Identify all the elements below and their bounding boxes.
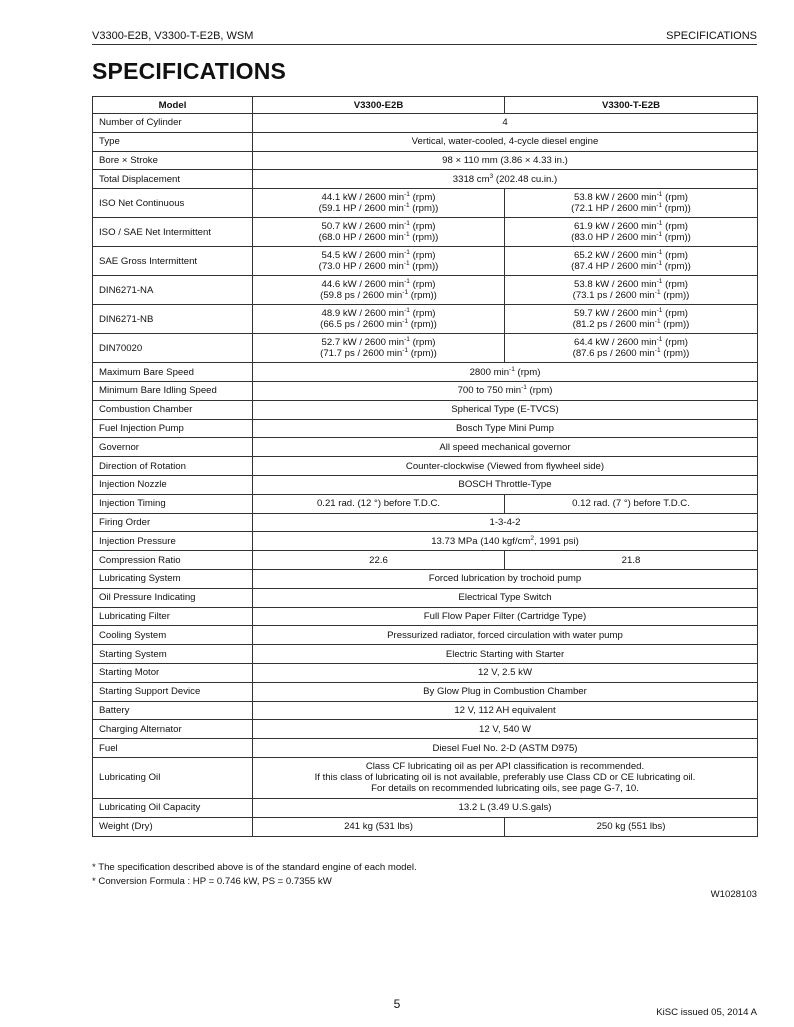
spec-label: ISO / SAE Net Intermittent	[93, 218, 253, 247]
spec-label: Charging Alternator	[93, 720, 253, 739]
table-row	[93, 513, 758, 532]
spec-value: Spherical Type (E-TVCS)	[253, 400, 758, 419]
table-row	[93, 132, 758, 151]
spec-value-v3300-t-e2b: 64.4 kW / 2600 $\min^{-1} (rpm)$ (87.6 ps / 2600 $\min^{-1} (rpm)$)	[505, 334, 758, 363]
footnote-2: * Conversion Formula : HP = 0.746 kW, PS = 0.7355 kW	[92, 876, 332, 887]
spec-value-v3300-t-e2b: 53.8 kW / 2600 $\min^{-1} (rpm)$ (73.1 ps / 2600 $\min^{-1} (rpm)$)	[505, 276, 758, 305]
spec-value-v3300-e2b: 54.5 kW / 2600 $\min^{-1} (rpm)$ (73.0 HP / 2600 $\min^{-1} (rpm)$)	[253, 247, 505, 276]
spec-value: 98 × 110 mm (3.86 × 4.33 in.)	[253, 151, 758, 170]
spec-value: 1-3-4-2	[253, 513, 758, 532]
spec-value-v3300-t-e2b: 59.7 kW / 2600 $\min^{-1} (rpm)$ (81.2 ps / 2600 $\min^{-1} (rpm)$)	[505, 305, 758, 334]
spec-value: 12 V, 540 W	[253, 720, 758, 739]
spec-label: Number of Cylinder	[93, 114, 253, 133]
spec-label: Cooling System	[93, 626, 253, 645]
spec-label: Lubricating Oil Capacity	[93, 798, 253, 817]
table-row	[93, 276, 758, 305]
spec-label: Battery	[93, 701, 253, 720]
table-row	[93, 532, 758, 551]
spec-value: Pressurized radiator, forced circulation with water pump	[253, 626, 758, 645]
spec-value: Electric Starting with Starter	[253, 645, 758, 664]
spec-value-v3300-e2b: 0.21 rad. (12 °) before T.D.C.	[253, 494, 505, 513]
table-row	[93, 817, 758, 836]
col-header-v3300-e2b: V3300-E2B	[253, 97, 505, 114]
spec-label: Lubricating System	[93, 569, 253, 588]
footnote-1: * The specification described above is of the standard engine of each model.	[92, 862, 417, 873]
col-header-model: Model	[93, 97, 253, 114]
table-row	[93, 363, 758, 382]
document-code: W1028103	[710, 889, 757, 900]
spec-label: Firing Order	[93, 513, 253, 532]
spec-label: Fuel Injection Pump	[93, 419, 253, 438]
table-row	[93, 189, 758, 218]
running-header	[92, 30, 757, 45]
spec-label: Starting Motor	[93, 663, 253, 682]
table-row	[93, 475, 758, 494]
table-row	[93, 494, 758, 513]
spec-label: Weight (Dry)	[93, 817, 253, 836]
spec-label: Starting System	[93, 645, 253, 664]
spec-label: Lubricating Oil	[93, 757, 253, 798]
header-left: V3300-E2B, V3300-T-E2B, WSM	[92, 30, 254, 42]
spec-label: Injection Timing	[93, 494, 253, 513]
spec-value-v3300-e2b: 44.6 kW / 2600 $\min^{-1} (rpm)$ (59.8 ps / 2600 $\min^{-1} (rpm)$)	[253, 276, 505, 305]
spec-value: 13.73 MPa (140 kgf/$cm^2$, 1991 psi)	[253, 532, 758, 551]
spec-value-v3300-t-e2b: 21.8	[505, 551, 758, 570]
table-row	[93, 626, 758, 645]
spec-label: DIN6271-NA	[93, 276, 253, 305]
table-row	[93, 607, 758, 626]
spec-value: All speed mechanical governor	[253, 438, 758, 457]
spec-value: Counter-clockwise (Viewed from flywheel side)	[253, 457, 758, 476]
spec-label: Type	[93, 132, 253, 151]
spec-label: Governor	[93, 438, 253, 457]
spec-value: 12 V, 2.5 kW	[253, 663, 758, 682]
table-row	[93, 682, 758, 701]
table-row	[93, 419, 758, 438]
table-row	[93, 218, 758, 247]
spec-label: Bore × Stroke	[93, 151, 253, 170]
spec-table	[92, 96, 758, 837]
spec-value-v3300-e2b: 52.7 kW / 2600 $\min^{-1} (rpm)$ (71.7 ps / 2600 $\min^{-1} (rpm)$)	[253, 334, 505, 363]
spec-value: 2800 $\min^{-1} (rpm)$	[253, 363, 758, 382]
table-row	[93, 334, 758, 363]
spec-value: Full Flow Paper Filter (Cartridge Type)	[253, 607, 758, 626]
spec-label: Compression Ratio	[93, 551, 253, 570]
spec-label: Starting Support Device	[93, 682, 253, 701]
spec-label: DIN70020	[93, 334, 253, 363]
table-row	[93, 569, 758, 588]
spec-label: Lubricating Filter	[93, 607, 253, 626]
spec-label: Fuel	[93, 739, 253, 758]
table-row	[93, 663, 758, 682]
table-row	[93, 739, 758, 758]
col-header-v3300-t-e2b: V3300-T-E2B	[505, 97, 758, 114]
table-row	[93, 757, 758, 798]
table-row	[93, 151, 758, 170]
spec-label: Injection Pressure	[93, 532, 253, 551]
issue-label: KiSC issued 05, 2014 A	[656, 1007, 757, 1018]
spec-value-v3300-e2b: 48.9 kW / 2600 $\min^{-1} (rpm)$ (66.5 ps / 2600 $\min^{-1} (rpm)$)	[253, 305, 505, 334]
table-row	[93, 720, 758, 739]
spec-label: Direction of Rotation	[93, 457, 253, 476]
table-row	[93, 170, 758, 189]
table-row	[93, 588, 758, 607]
table-row	[93, 701, 758, 720]
spec-value: By Glow Plug in Combustion Chamber	[253, 682, 758, 701]
spec-label: ISO Net Continuous	[93, 189, 253, 218]
table-row	[93, 305, 758, 334]
spec-label: Minimum Bare Idling Speed	[93, 381, 253, 400]
spec-value: 3318 $cm^3$ (202.48 cu.in.)	[253, 170, 758, 189]
spec-value: Diesel Fuel No. 2-D (ASTM D975)	[253, 739, 758, 758]
spec-value-v3300-e2b: 50.7 kW / 2600 $\min^{-1} (rpm)$ (68.0 HP / 2600 $\min^{-1} (rpm)$)	[253, 218, 505, 247]
table-row	[93, 247, 758, 276]
spec-label: Injection Nozzle	[93, 475, 253, 494]
spec-value: 12 V, 112 AH equivalent	[253, 701, 758, 720]
table-row	[93, 438, 758, 457]
spec-label: SAE Gross Intermittent	[93, 247, 253, 276]
spec-label: Combustion Chamber	[93, 400, 253, 419]
spec-value-v3300-e2b: 44.1 kW / 2600 $\min^{-1} (rpm)$ (59.1 HP / 2600 $\min^{-1} (rpm)$)	[253, 189, 505, 218]
table-row	[93, 645, 758, 664]
table-row	[93, 798, 758, 817]
spec-value-v3300-t-e2b: 53.8 kW / 2600 $\min^{-1} (rpm)$ (72.1 HP / 2600 $\min^{-1} (rpm)$)	[505, 189, 758, 218]
spec-value-v3300-e2b: 22.6	[253, 551, 505, 570]
spec-value: Electrical Type Switch	[253, 588, 758, 607]
table-row	[93, 400, 758, 419]
spec-value: Vertical, water-cooled, 4-cycle diesel engine	[253, 132, 758, 151]
spec-value: 4	[253, 114, 758, 133]
spec-value: 700 to 750 $\min^{-1} (rpm)$	[253, 381, 758, 400]
spec-value: Bosch Type Mini Pump	[253, 419, 758, 438]
header-right: SPECIFICATIONS	[666, 30, 757, 42]
spec-label: Oil Pressure Indicating	[93, 588, 253, 607]
spec-value: 13.2 L (3.49 U.S.gals)	[253, 798, 758, 817]
spec-value-v3300-t-e2b: 65.2 kW / 2600 $\min^{-1} (rpm)$ (87.4 HP / 2600 $\min^{-1} (rpm)$)	[505, 247, 758, 276]
spec-label: Maximum Bare Speed	[93, 363, 253, 382]
spec-value: Class CF lubricating oil as per API classification is recommended. If this class of lubricating oil is not available, preferably use Class CD or CE lubricating oil. For details on recommended lubricating oils, see page G-7, 10.	[253, 757, 758, 798]
spec-value-v3300-t-e2b: 250 kg (551 lbs)	[505, 817, 758, 836]
spec-label: DIN6271-NB	[93, 305, 253, 334]
spec-value-v3300-t-e2b: 0.12 rad. (7 °) before T.D.C.	[505, 494, 758, 513]
spec-value: BOSCH Throttle-Type	[253, 475, 758, 494]
table-row	[93, 381, 758, 400]
spec-value-v3300-e2b: 241 kg (531 lbs)	[253, 817, 505, 836]
spec-value-v3300-t-e2b: 61.9 kW / 2600 $\min^{-1} (rpm)$ (83.0 HP / 2600 $\min^{-1} (rpm)$)	[505, 218, 758, 247]
spec-label: Total Displacement	[93, 170, 253, 189]
spec-value: Forced lubrication by trochoid pump	[253, 569, 758, 588]
table-row	[93, 114, 758, 133]
table-row	[93, 457, 758, 476]
spec-table-body	[93, 114, 758, 837]
table-row	[93, 551, 758, 570]
page-number: 5	[393, 997, 401, 1011]
page-title: SPECIFICATIONS	[92, 58, 287, 84]
table-header-row	[93, 97, 758, 114]
